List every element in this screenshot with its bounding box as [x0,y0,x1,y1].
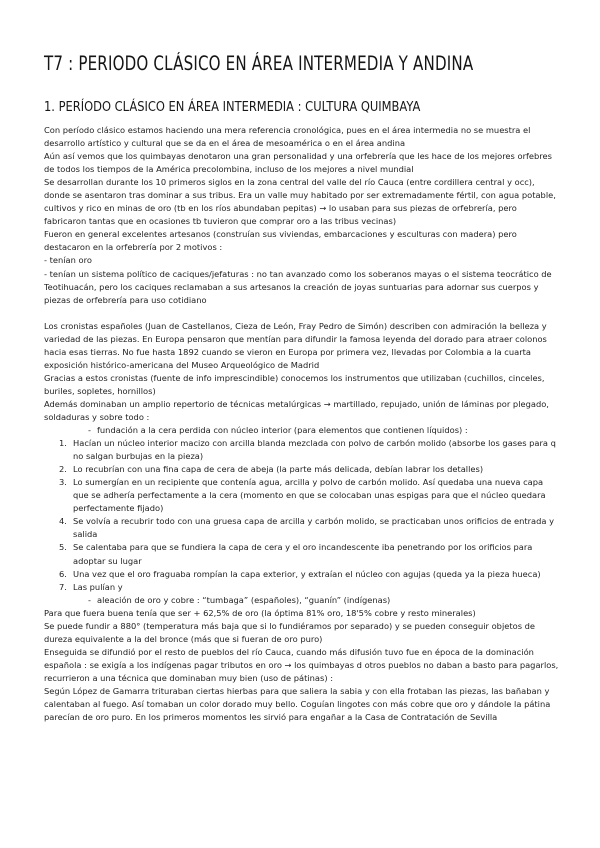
dash-bullet: - [88,425,91,436]
list-item [44,515,560,541]
paragraph-cronistas-2: Gracias a estos cronistas (fuente de info imprescindible) conocemos los instrumentos que utilizaban (cuchillos, cinceles, buriles, sopletes, hornillos) [44,372,545,396]
paragraph-closing-3: Enseguida se difundió por el resto de pueblos del río Cauca, cuando más difusión tuvo fue en época de la dominación española : se exigía a los indígenas pagar tributos en oro → los quimbayas d otros pueblos no daban a basto para pagarlos, recurrieron a una técnica que dominaban muy bien (uso de pátinas) : [44,646,559,683]
list-item [44,541,560,567]
fundicion-label: fundación a la cera perdida con núcleo interior (para elementos que contienen líquidos) : [97,425,468,436]
step-number: 4. [59,516,67,527]
step-number: 2. [59,464,67,475]
paragraph-closing-1: Para que fuera buena tenía que ser + 62,5% de oro (la óptima 81% oro, 18'5% cobre y resto minerales) [44,607,476,618]
page-title: T7 : PERIODO CLÁSICO EN ÁREA INTERMEDIA Y ANDINA [44,52,474,75]
step-number: 6. [59,568,67,579]
paragraph-intro-1: Con período clásico estamos haciendo una mera referencia cronológica, pues en el área intermedia no se muestra el desarrollo artístico y cultural que se da en el área de mesoamérica o en el área andina [44,125,531,149]
document-body [44,124,560,724]
list-item-oro: - tenían oro [44,255,92,266]
paragraph-closing-4: Según López de Gamarra trituraban ciertas hierbas para que saliera la sabia y con ella frotaban las piezas, las bañaban y calentaban al fuego. Así tomaban un color dorado muy bello. Coguían lingotes con más cobre que oro y dándole la pátina parecían de oro puro. En los primeros momentos les sirvió para engañar a la Casa de Contratación de Sevilla [44,685,551,723]
paragraph-intro-2: Aún así vemos que los quimbayas denotaron una gran personalidad y una orfebrería que les hace de los mejores orfebres de todos los tiempos de la América precolombina, incluso de los mejores a nivel mundial [44,151,552,175]
list-item [44,437,560,463]
dash-bullet: - [88,594,91,605]
step-text: Las pulían y [73,581,123,592]
list-item [44,476,560,515]
step-number: 7. [59,581,67,592]
paragraph-closing-2: Se puede fundir a 880° (temperatura más baja que si lo fundiéramos por separado) y se pueden conseguir objetos de dureza equivalente a la del bronce (más que si fueran de oro puro) [44,620,536,644]
section-heading: 1. PERÍODO CLÁSICO EN ÁREA INTERMEDIA : CULTURA QUIMBAYA [44,99,421,115]
fundicion-item [44,424,560,437]
list-item [44,581,560,594]
step-text: Lo sumergían en un recipiente que contenía agua, arcilla y polvo de carbón molido. Así quedaba una nueva capa que se adhería perfectamente a la cera (momento en que se colocaban unas espigas para que el núcleo quedara perfectamente fijado) [73,477,546,514]
step-text: Se volvía a recubrir todo con una gruesa capa de arcilla y carbón molido, se practicaban unos orificios de entrada y salida [73,516,555,540]
list-item [44,463,560,476]
step-number: 3. [59,477,67,488]
paragraph-intro-3: Se desarrollan durante los 10 primeros siglos en la zona central del valle del río Cauca (entre cordillera central y occ), donde se asentaron tras dominar a sus tribus. Era un valle muy habitado por ser extremadamente fértil, con agua potable, cultivos y rico en minas de oro (tb en los ríos abundaban pepitas) → lo usaban para sus piezas de orfebrería, pero fabricaron tantas que en ocasiones tb tuvieron que comprar oro a las tribus vecinas) [44,177,556,227]
aleacion-item [44,594,560,607]
steps-list [44,437,560,594]
aleacion-label: aleación de oro y cobre : “tumbaga” (españoles), “guanín” (indígenas) [97,594,391,605]
step-text: Lo recubrían con una fina capa de cera de abeja (la parte más delicada, debían labrar los detalles) [73,464,484,475]
step-text: Se calentaba para que se fundiera la capa de cera y el oro incandescente iba penetrando por los orificios para adoptar su lugar [73,542,533,566]
list-item-sistema-politico: - tenían un sistema político de caciques/jefaturas : no tan avanzado como los soberanos mayas o el sistema teocrático de Teotihuacán, pero los caciques reclamaban a sus artesanos la creación de joyas suntuarias para adornar sus cuerpos y piezas de orfebrería para uso cotidiano [44,268,552,305]
paragraph-cronistas-1: Los cronistas españoles (Juan de Castellanos, Cieza de León, Fray Pedro de Simón) describen con admiración la belleza y variedad de las piezas. En Europa pensaron que mentían para difundir la famosa leyenda del dorado para atraer colonos hacia esas tierras. No fue hasta 1892 cuando se vieron en Europa por primera vez, llevadas por Colombia a la cuarta exposición histórico-americana del Museo Arqueológico de Madrid [44,320,547,370]
step-text: Una vez que el oro fraguaba rompían la capa exterior, y extraían el núcleo con agujas (queda ya la pieza hueca) [73,568,541,579]
paragraph-gap [44,307,560,320]
paragraph-intro-4: Fueron en general excelentes artesanos (construían sus viviendas, embarcaciones y esculturas con madera) pero destacaron en la orfebrería por 2 motivos : [44,229,517,253]
step-number: 5. [59,542,67,553]
paragraph-cronistas-3: Además dominaban un amplio repertorio de técnicas metalúrgicas → martillado, repujado, unión de láminas por plegado, soldaduras y sobre todo : [44,398,549,422]
step-text: Hacían un núcleo interior macizo con arcilla blanda mezclada con polvo de carbón molido (absorbe los gases para q no salgan burbujas en la pieza) [73,438,556,462]
list-item [44,568,560,581]
step-number: 1. [59,438,67,449]
